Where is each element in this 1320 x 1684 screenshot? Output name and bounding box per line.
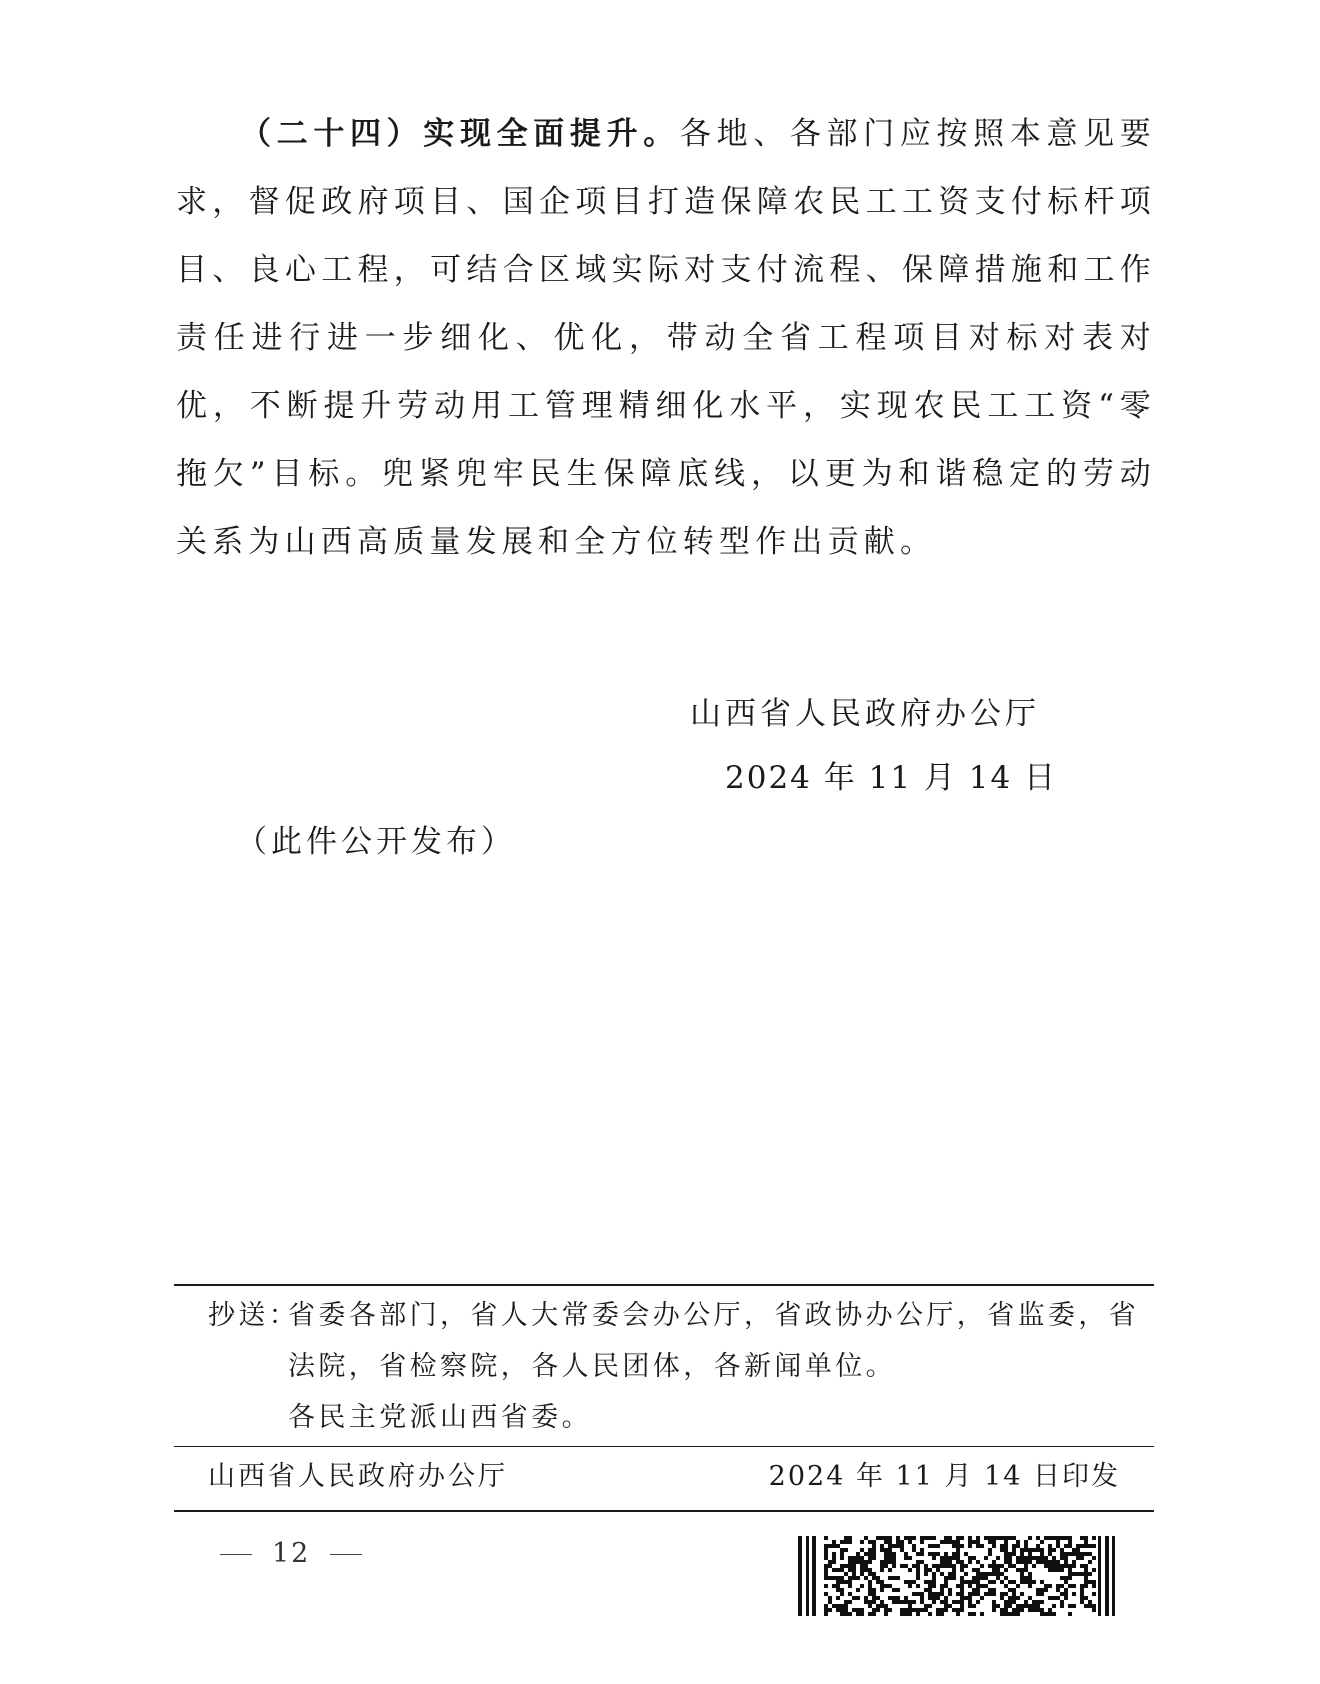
cc-label: 抄送： — [208, 1300, 300, 1331]
signature-date: 2024 年 11 月 14 日 — [725, 760, 1058, 796]
cc-line: 法院，省检察院，各人民团体，各新闻单位。 — [288, 1351, 896, 1382]
cc-recipients — [288, 1290, 1140, 1443]
footer-issue-date: 2024 年 11 月 14 日印发 — [768, 1461, 1120, 1492]
section-heading: （二十四）实现全面提升。 — [240, 116, 680, 152]
divider-middle — [174, 1446, 1154, 1447]
dash-right — [330, 1554, 362, 1555]
dash-left — [220, 1554, 252, 1555]
page-number — [200, 1538, 382, 1569]
barcode-icon — [798, 1536, 1118, 1616]
footer-organization: 山西省人民政府办公厅 — [208, 1461, 508, 1492]
divider-bottom — [174, 1510, 1154, 1512]
cc-line: 各民主党派山西省委。 — [288, 1402, 592, 1433]
signature-organization: 山西省人民政府办公厅 — [690, 696, 1040, 732]
body-text: 各地、各部门应按照本意见要求，督促政府项目、国企项目打造保障农民工工资支付标杆项目、良心工程，可结合区域实际对支付流程、保障措施和工作责任进行进一步细化、优化，带动全省工程项目对标对表对优，不断提升劳动用工管理精细化水平，实现农民工工资“零拖欠”目标。兜紧兜牢民生保障底线，以更为和谐稳定的劳动关系为山西高质量发展和全方位转型作出贡献。 — [176, 116, 1156, 560]
page-number-value: 12 — [272, 1538, 311, 1569]
publish-note: （此件公开发布） — [236, 824, 516, 860]
body-paragraph — [176, 100, 1156, 576]
divider-top — [174, 1284, 1154, 1286]
cc-line: 省委各部门，省人大常委会办公厅，省政协办公厅，省监委，省 — [288, 1300, 1140, 1331]
